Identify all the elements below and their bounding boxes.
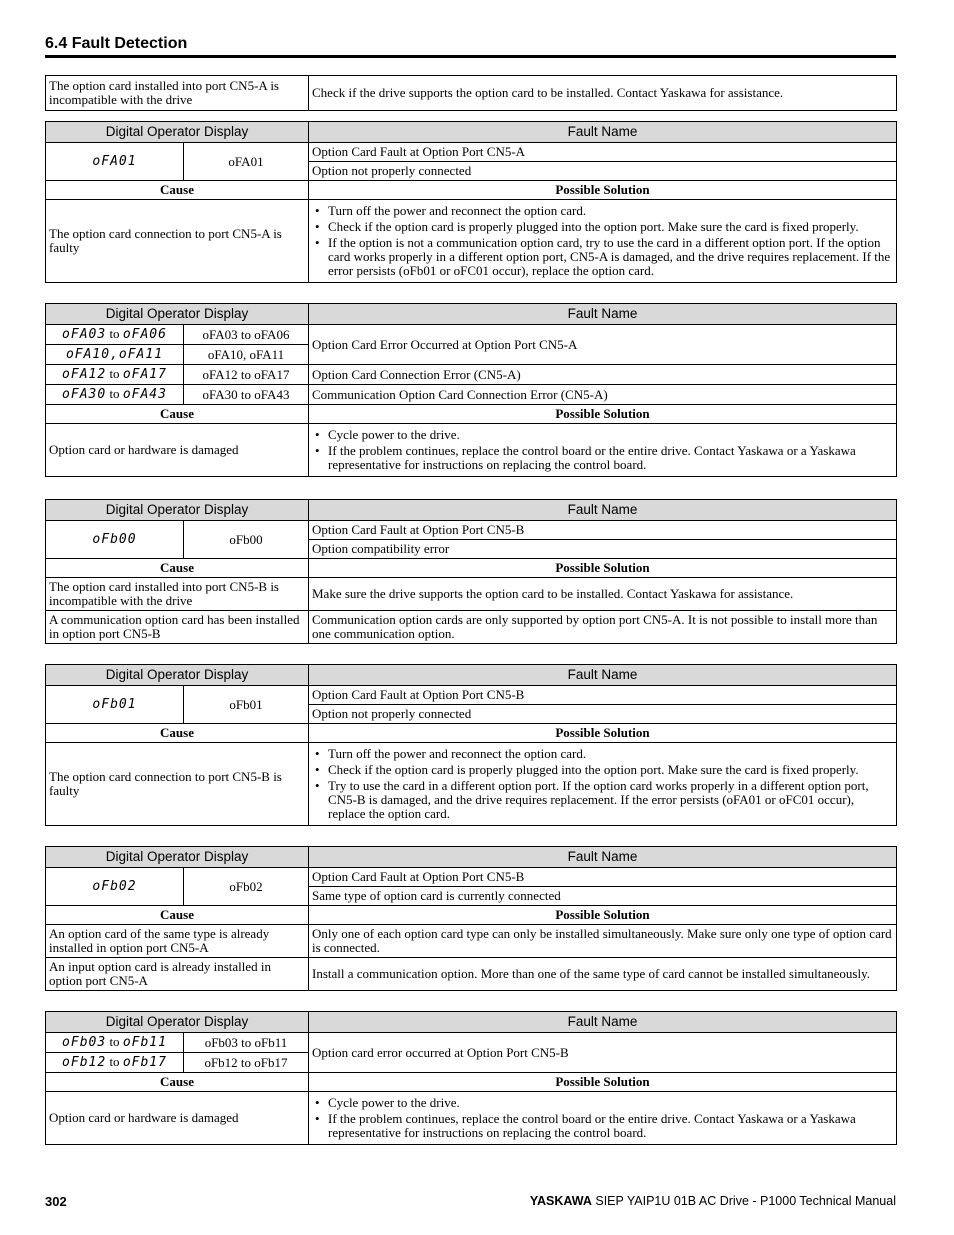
fault-name-header: Fault Name xyxy=(309,1012,897,1033)
fault-description: Option not properly connected xyxy=(309,162,897,181)
fault-code: oFA03 to oFA06 xyxy=(184,325,309,345)
solution-item: • Cycle power to the drive. xyxy=(328,1096,893,1110)
segment-display: oFb00 xyxy=(46,521,184,559)
fault-description: Option not properly connected xyxy=(309,705,897,724)
solution-cell xyxy=(309,200,897,283)
fault-name: Option Card Fault at Option Port CN5-B xyxy=(309,868,897,887)
cause-cell: Option card or hardware is damaged xyxy=(46,1092,309,1145)
solution-item: • If the option is not a communication option card, try to use the card in a different option port. If the option card works properly in a different option port, CN5-A is damaged, and the drive requires replacement. If the error persists (oFb01 or oFC01 occur), replace the option card. xyxy=(328,236,893,278)
manual-name: SIEP YAIP1U 01B AC Drive - P1000 Technical Manual xyxy=(595,1194,896,1208)
solution-item: • Turn off the power and reconnect the option card. xyxy=(328,204,893,218)
segment-display: oFb02 xyxy=(46,868,184,906)
fault-description: Option compatibility error xyxy=(309,540,897,559)
section-title: 6.4 Fault Detection xyxy=(45,35,188,52)
cause-cell: An option card of the same type is already installed in option port CN5-A xyxy=(46,925,309,958)
fault-name-header: Fault Name xyxy=(309,665,897,686)
segment-display: oFA30 to oFA43 xyxy=(46,385,184,405)
solution-header: Possible Solution xyxy=(309,906,897,925)
header-rule xyxy=(45,55,896,58)
solution-cell xyxy=(309,743,897,826)
fault-code: oFA01 xyxy=(184,143,309,181)
fault-name: Option Card Connection Error (CN5-A) xyxy=(309,365,897,385)
cause-header: Cause xyxy=(46,181,309,200)
fault-name-header: Fault Name xyxy=(309,304,897,325)
fault-name: Communication Option Card Connection Error (CN5-A) xyxy=(309,385,897,405)
fault-name-header: Fault Name xyxy=(309,122,897,143)
cause-header: Cause xyxy=(46,906,309,925)
footer-manual-title xyxy=(530,1194,896,1208)
cause-header: Cause xyxy=(46,559,309,578)
fault-table-ofb-range xyxy=(45,1011,897,1145)
fault-name: Option Card Fault at Option Port CN5-B xyxy=(309,521,897,540)
cause-cell: A communication option card has been installed in option port CN5-B xyxy=(46,611,309,644)
segment-display: oFA01 xyxy=(46,143,184,181)
fault-table-ofb02 xyxy=(45,846,897,991)
display-header: Digital Operator Display xyxy=(46,122,309,143)
fault-code: oFA12 to oFA17 xyxy=(184,365,309,385)
fault-name: Option card error occurred at Option Port CN5-B xyxy=(309,1033,897,1073)
solution-item: • Check if the option card is properly plugged into the option port. Make sure the card is fixed properly. xyxy=(328,763,893,777)
solution-item: • Check if the option card is properly plugged into the option port. Make sure the card is fixed properly. xyxy=(328,220,893,234)
solution-item: • Try to use the card in a different option port. If the option card works properly in a different option port, CN5-B is damaged, and the drive requires replacement. If the error persists (oFA01 or oFC01 occur), replace the option card. xyxy=(328,779,893,821)
solution-item: • Cycle power to the drive. xyxy=(328,428,893,442)
solution-cell xyxy=(309,1092,897,1145)
segment-display: oFA03 to oFA06 xyxy=(46,325,184,345)
cause-cell: An input option card is already installed in option port CN5-A xyxy=(46,958,309,991)
solution-header: Possible Solution xyxy=(309,724,897,743)
segment-display: oFb01 xyxy=(46,686,184,724)
solution-cell xyxy=(309,424,897,477)
solution-cell: Check if the drive supports the option card to be installed. Contact Yaskawa for assistance. xyxy=(309,76,897,111)
cause-header: Cause xyxy=(46,1073,309,1092)
fault-code: oFb03 to oFb11 xyxy=(184,1033,309,1053)
fault-code: oFA10, oFA11 xyxy=(184,345,309,365)
display-header: Digital Operator Display xyxy=(46,847,309,868)
fault-code: oFb01 xyxy=(184,686,309,724)
fault-description: Same type of option card is currently connected xyxy=(309,887,897,906)
display-header: Digital Operator Display xyxy=(46,665,309,686)
solution-cell: Only one of each option card type can only be installed simultaneously. Make sure only one type of option card is connected. xyxy=(309,925,897,958)
fault-name-header: Fault Name xyxy=(309,847,897,868)
fault-name: Option Card Fault at Option Port CN5-B xyxy=(309,686,897,705)
fault-table-ofb01 xyxy=(45,664,897,826)
display-header: Digital Operator Display xyxy=(46,304,309,325)
solution-header: Possible Solution xyxy=(309,559,897,578)
solution-item: • If the problem continues, replace the control board or the entire drive. Contact Yaskawa or a Yaskawa representative for instructions on replacing the control board. xyxy=(328,1112,893,1140)
cause-header: Cause xyxy=(46,405,309,424)
solution-header: Possible Solution xyxy=(309,1073,897,1092)
solution-header: Possible Solution xyxy=(309,181,897,200)
fault-table-cn5a-incompatible xyxy=(45,75,897,111)
solution-item: • Turn off the power and reconnect the option card. xyxy=(328,747,893,761)
cause-header: Cause xyxy=(46,724,309,743)
solution-cell: Communication option cards are only supported by option port CN5-A. It is not possible to install more than one communication option. xyxy=(309,611,897,644)
fault-table-ofa01 xyxy=(45,121,897,283)
segment-display: oFb03 to oFb11 xyxy=(46,1033,184,1053)
page-number: 302 xyxy=(45,1194,67,1209)
fault-table-ofb00 xyxy=(45,499,897,644)
fault-name: Option Card Fault at Option Port CN5-A xyxy=(309,143,897,162)
table-row xyxy=(46,76,897,111)
cause-cell: The option card installed into port CN5-A is incompatible with the drive xyxy=(46,76,309,111)
segment-display: oFb12 to oFb17 xyxy=(46,1053,184,1073)
segment-display: oFA10,oFA11 xyxy=(46,345,184,365)
solution-item: • If the problem continues, replace the control board or the entire drive. Contact Yaskawa or a Yaskawa representative for instructions on replacing the control board. xyxy=(328,444,893,472)
fault-table-ofa-range xyxy=(45,303,897,477)
fault-name: Option Card Error Occurred at Option Port CN5-A xyxy=(309,325,897,365)
solution-cell: Install a communication option. More than one of the same type of card cannot be installed simultaneously. xyxy=(309,958,897,991)
cause-cell: Option card or hardware is damaged xyxy=(46,424,309,477)
cause-cell: The option card connection to port CN5-B is faulty xyxy=(46,743,309,826)
fault-code: oFb12 to oFb17 xyxy=(184,1053,309,1073)
display-header: Digital Operator Display xyxy=(46,1012,309,1033)
fault-code: oFb00 xyxy=(184,521,309,559)
segment-display: oFA12 to oFA17 xyxy=(46,365,184,385)
fault-code: oFA30 to oFA43 xyxy=(184,385,309,405)
solution-cell: Make sure the drive supports the option card to be installed. Contact Yaskawa for assistance. xyxy=(309,578,897,611)
brand-name: YASKAWA xyxy=(529,1194,592,1208)
solution-header: Possible Solution xyxy=(309,405,897,424)
cause-cell: The option card connection to port CN5-A is faulty xyxy=(46,200,309,283)
display-header: Digital Operator Display xyxy=(46,500,309,521)
fault-name-header: Fault Name xyxy=(309,500,897,521)
cause-cell: The option card installed into port CN5-B is incompatible with the drive xyxy=(46,578,309,611)
fault-code: oFb02 xyxy=(184,868,309,906)
